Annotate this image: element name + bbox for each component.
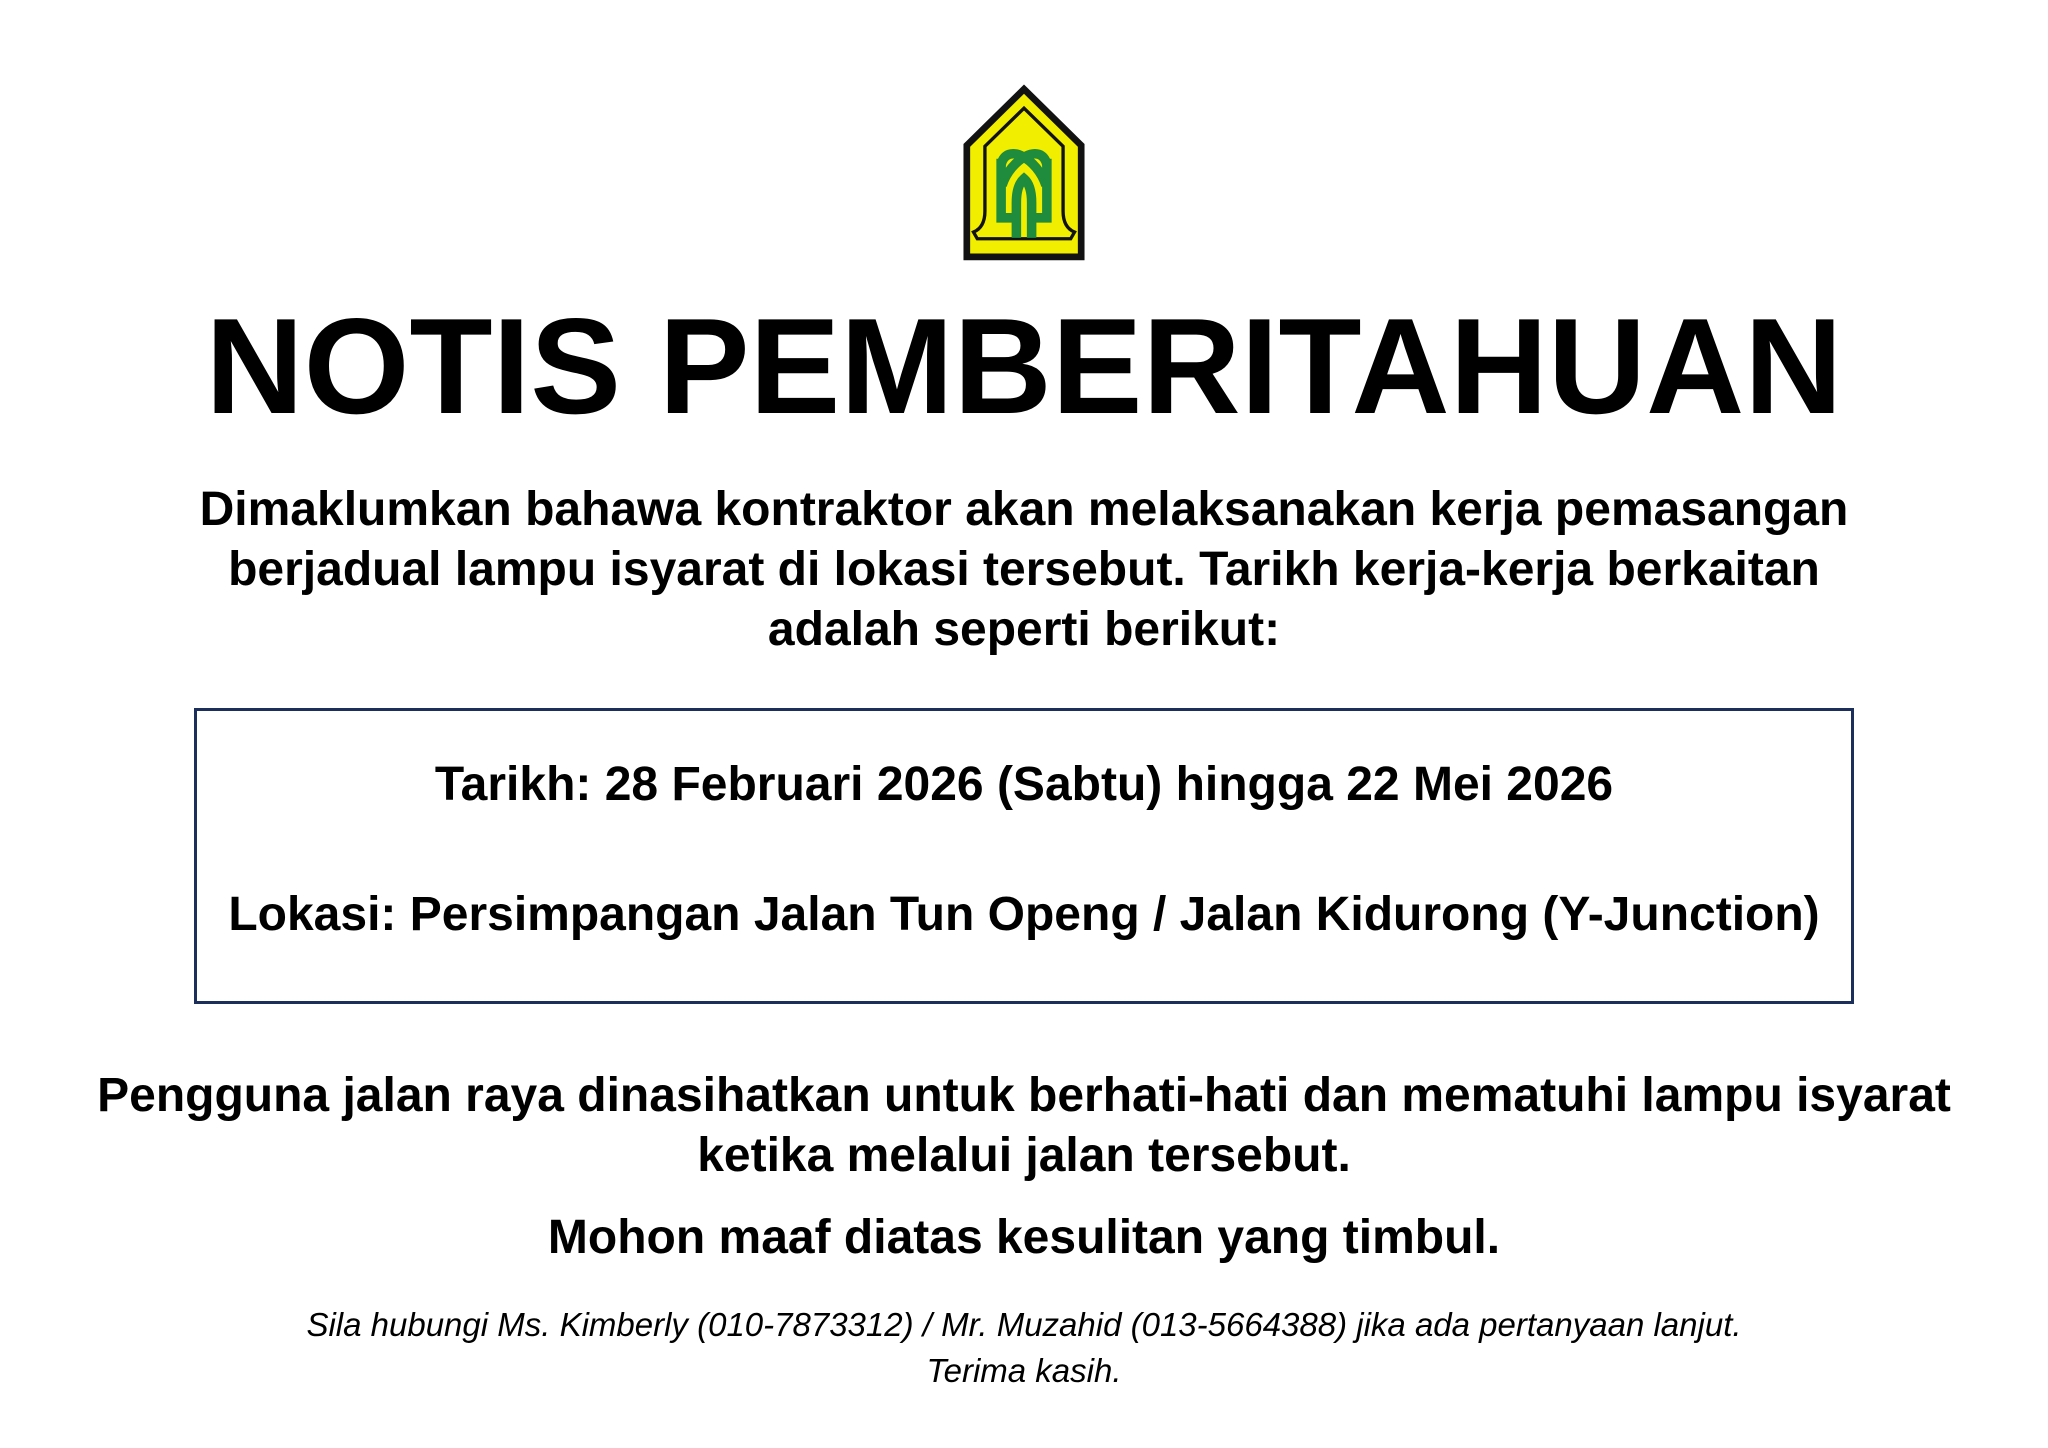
notice-title: NOTIS PEMBERITAHUAN xyxy=(205,290,1843,442)
advisory-line-1: Pengguna jalan raya dinasihatkan untuk berhati-hati dan mematuhi lampu isyarat xyxy=(97,1069,1951,1122)
intro-paragraph xyxy=(0,480,2048,660)
advisory-line-2: ketika melalui jalan tersebut. xyxy=(697,1129,1351,1182)
advisory-paragraph xyxy=(0,1066,2048,1186)
apology-line xyxy=(0,1208,2048,1268)
intro-line-1: Dimaklumkan bahawa kontraktor akan melaksanakan kerja pemasangan xyxy=(199,483,1849,536)
contact-line-2: Terima kasih. xyxy=(926,1352,1122,1389)
apology-text: Mohon maaf diatas kesulitan yang timbul. xyxy=(547,1211,1501,1264)
logo-container xyxy=(0,0,2048,262)
intro-line-2: berjadual lampu isyarat di lokasi tersebut. Tarikh kerja-kerja berkaitan xyxy=(228,543,1820,596)
location-line: Lokasi: Persimpangan Jalan Tun Openg / Jalan Kidurong (Y-Junction) xyxy=(228,888,1820,941)
date-line: Tarikh: 28 Februari 2026 (Sabtu) hingga 22 Mei 2026 xyxy=(434,758,1614,811)
contact-line-1: Sila hubungi Ms. Kimberly (010-7873312) / Mr. Muzahid (013-5664388) jika ada pertanyaan lanjut. xyxy=(306,1306,1742,1343)
intro-line-3: adalah seperti berikut: xyxy=(767,603,1281,656)
authority-emblem-icon xyxy=(963,84,1085,262)
schedule-box xyxy=(194,708,1854,1004)
contact-footer xyxy=(0,1302,2048,1394)
